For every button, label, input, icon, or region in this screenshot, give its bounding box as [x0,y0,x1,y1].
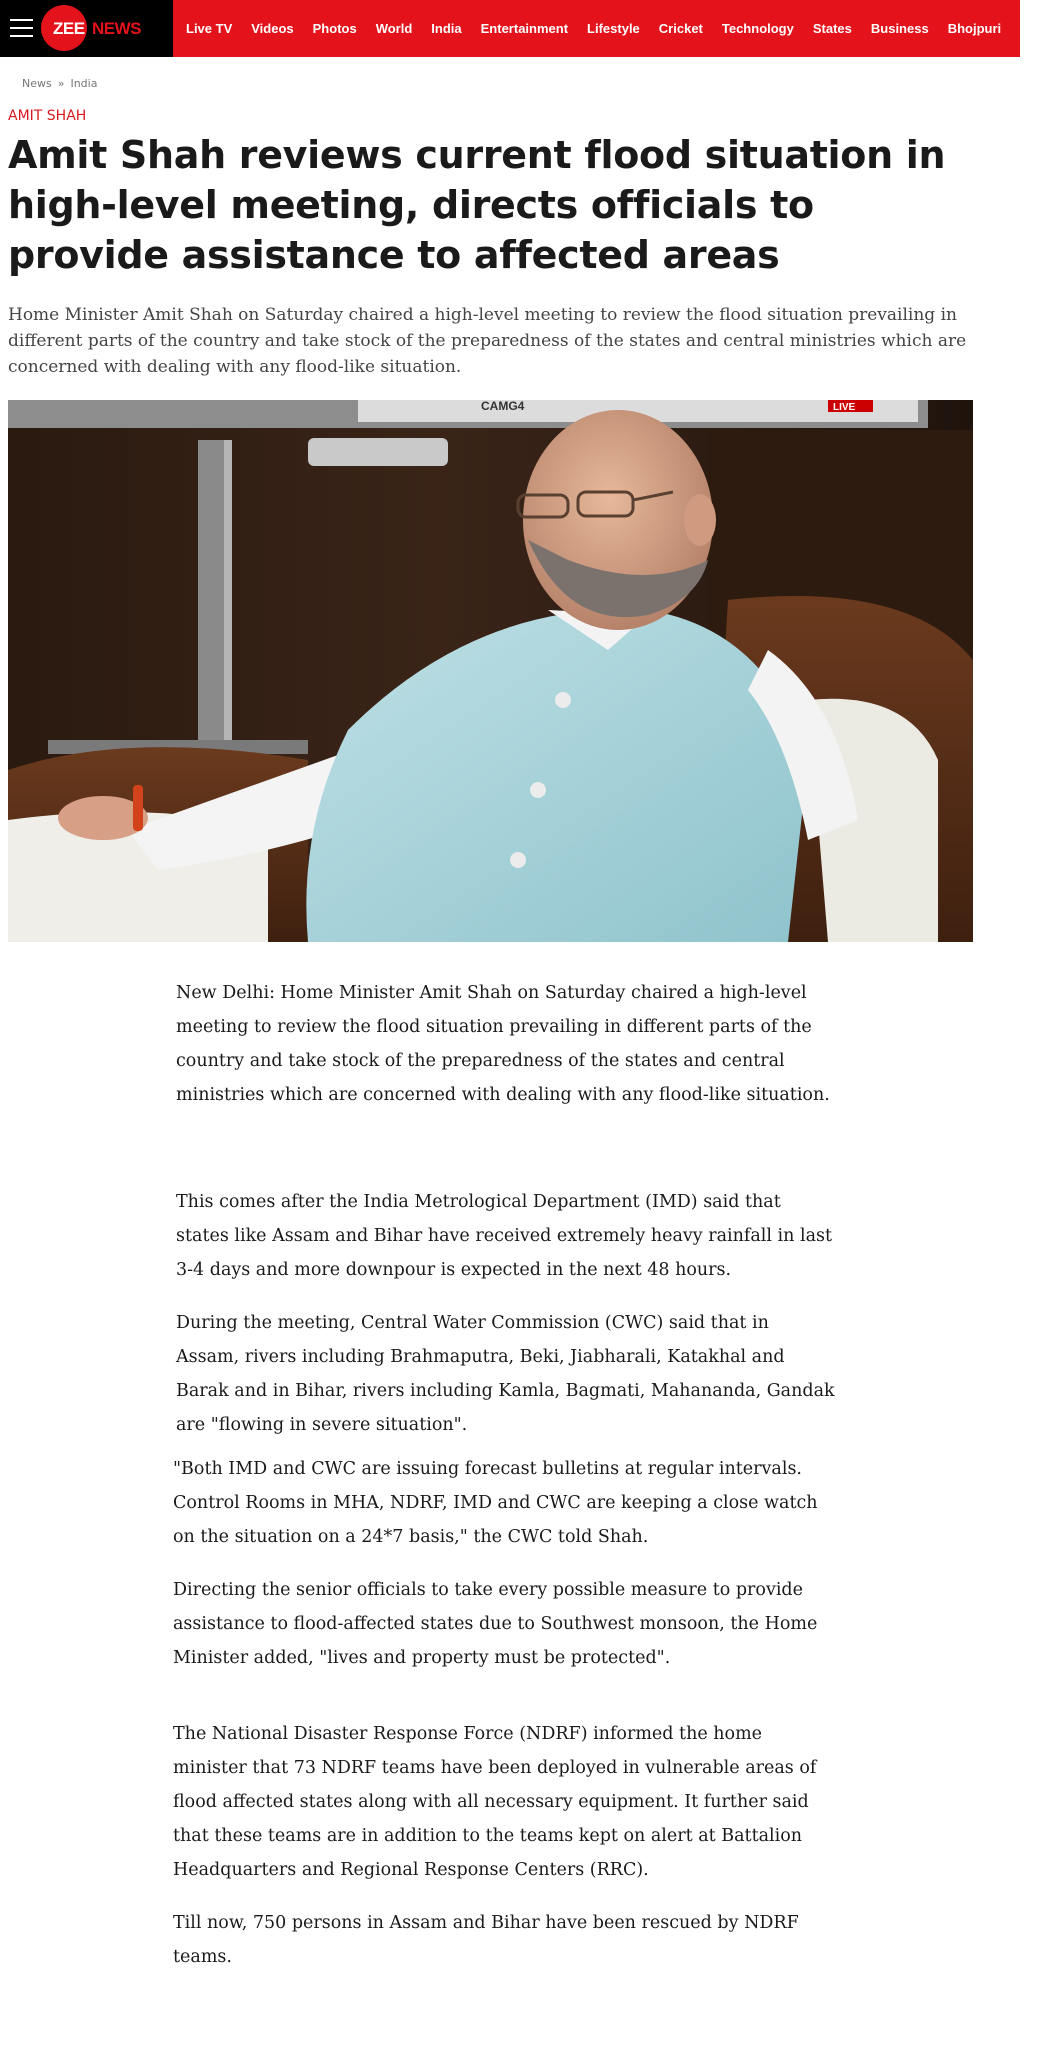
article-category[interactable]: AMIT SHAH [8,108,87,124]
article-paragraph-4: "Both IMD and CWC are issuing forecast bulletins at regular intervals. Control Rooms in MHA, NDRF, IMD and CWC are keeping a close watch on the situation on a 24*7 basis," the CWC told Shah. [173,1459,818,1547]
breadcrumb-home[interactable]: News [22,77,52,90]
nav-item-lifestyle[interactable]: Lifestyle [587,21,640,36]
article-paragraph-6: The National Disaster Response Force (NDRF) informed the home minister that 73 NDRF teams have been deployed in vulnerable areas of flood affected states along with all necessary equipment. It further said that these teams are in addition to the teams kept on alert at Battalion Headquarters and Regional Response Centers (RRC). [173,1724,817,1880]
main-nav [186,0,1039,57]
article-paragraph-1: New Delhi: Home Minister Amit Shah on Saturday chaired a high-level meeting to review the flood situation prevailing in different parts of the country and take stock of the preparedness of the states and central ministries which are concerned with dealing with any flood-like situation. [176,983,830,1105]
article-paragraph-2: This comes after the India Metrological Department (IMD) said that states like Assam and Bihar have received extremely heavy rainfall in last 3-4 days and more downpour is expected in the next 48 hours. [176,1192,833,1280]
nav-item-business[interactable]: Business [870,21,929,36]
breadcrumb-section[interactable]: India [70,77,98,90]
logo-area [0,0,173,57]
nav-item-entertainment[interactable]: Entertainment [480,21,569,36]
hero-photo-illustration [8,400,973,942]
breadcrumb-separator: » [57,77,65,90]
hero-sign-left: CAMG4 [481,399,525,413]
nav-item-videos[interactable]: Videos [251,21,294,36]
article-title: Amit Shah reviews current flood situation in high-level meeting, directs officials to provide assistance to affected areas [8,133,946,277]
nav-item-world[interactable]: World [375,21,413,36]
article-summary: Home Minister Amit Shah on Saturday chaired a high-level meeting to review the flood situation prevailing in different parts of the country and take stock of the preparedness of the states and central ministries which are concerned with dealing with any flood-like situation. [8,305,967,377]
nav-item-bhojpuri[interactable]: Bhojpuri [947,21,1002,36]
logo-news-text: NEWS [92,19,141,38]
nav-item-states[interactable]: States [812,21,852,36]
breadcrumb [22,77,97,90]
article-paragraph-3: During the meeting, Central Water Commission (CWC) said that in Assam, rivers including Brahmaputra, Beki, Jiabharali, Katakhal and Barak and in Bihar, rivers including Kamla, Bagmati, Mahananda, Gandak are "flowing in severe situation". [176,1313,835,1435]
nav-item-cricket[interactable]: Cricket [658,21,703,36]
article-paragraph-7: Till now, 750 persons in Assam and Bihar have been rescued by NDRF teams. [173,1913,799,1967]
hamburger-menu-icon[interactable] [10,19,33,38]
article-hero-image [8,400,973,942]
nav-item-live-tv[interactable]: Live TV [186,21,233,36]
more-menu-icon[interactable]: ... [1020,19,1039,37]
nav-item-india[interactable]: India [431,21,462,36]
hero-sign-right: LIVE [833,402,856,413]
article-paragraph-5: Directing the senior officials to take every possible measure to provide assistance to flood-affected states due to Southwest monsoon, the Home Minister added, "lives and property must be protected". [173,1580,818,1668]
logo-zee-text: ZEE [53,19,85,38]
nav-item-technology[interactable]: Technology [721,21,794,36]
top-navigation-bar [0,0,1039,57]
nav-item-photos[interactable]: Photos [312,21,357,36]
zee-news-logo[interactable] [41,5,171,52]
